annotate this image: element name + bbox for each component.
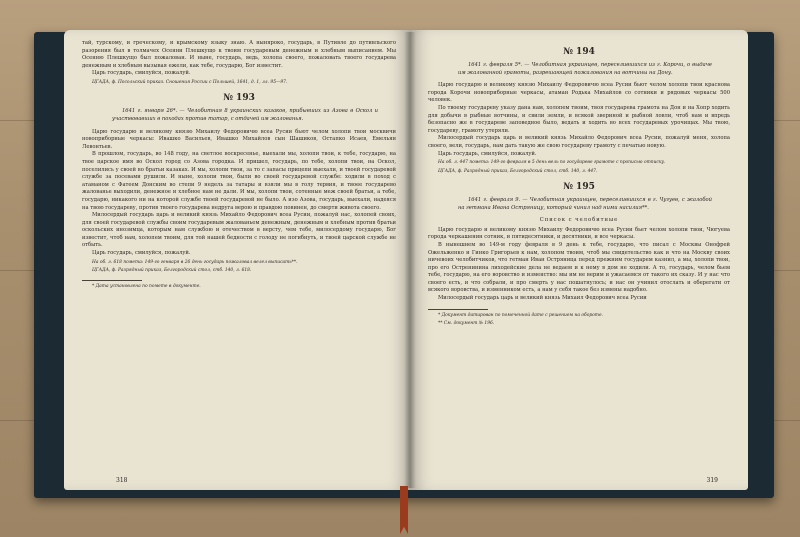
- closing-line: Царь государь, смилуйся, пожалуй.: [92, 70, 191, 77]
- paragraph: По твоему государеву указу дана нам, холопем твоим, твоя государева грамота на Дон и на Хопр ходить для добычи в рыбные вотчины, и свили земли, и всякой звериной и рыбной ловли, чтоб нам и впредь безопасно же в государеве заповедное было, ведать и ходить во всех государевых урочищах. Мы твою, государеву, грамоту утеряли.: [428, 104, 730, 134]
- paragraph: Царю государю и великому князю Михаилу Федоровичю всеа Русии бьет челом холопи твои, Чюгуева города черкашенин сотник, и пятидесятники, и десятники, и все черкасы.: [428, 226, 730, 241]
- page-number: 318: [116, 477, 128, 484]
- paragraph: Царю государю и великому князю Михаилу Федоровичю всеа Русии бьют челом холопи твои краснова города Корочи новоприборные черкасы, атаман Родька Михайлов со сотники и рядовых черкасы 500 человек.: [428, 82, 730, 104]
- paragraph: Милосердый государь царь и великий князь Михайло Федорович всеа Русии, пожалуй нас, холопей своих, для своей государевой службы своим государевым жалованьем денежным, денежным и хлебным против братьи оскольских инозимца, которым нам службою и отечеством в версту, чем тебе, милосердому государю, Бог известит, чтоб нам, холопем твоим, для той нашей бедности с голоду не погибнуть, и твоей царской службе не отбыть.: [82, 212, 396, 249]
- book-gutter: [404, 32, 416, 488]
- document-header: 1641 г. февраля 5*. — Челобитная украинцев, переселившихся из г. Корочи, о выдаче им жалованной грамоты, разрешающей пожалования на вотчины на Дону.: [458, 62, 712, 76]
- paragraph: Милосердый государь царь и великий князь Михаил Федорович всеа Русии: [438, 295, 647, 302]
- closing-line: Царь государь, смилуйся, пожалуй.: [92, 250, 191, 257]
- footnote: * Дата установлена по помете в документе.: [92, 284, 201, 290]
- document-header: 1641 г. февраля 9. — Челобитная украинцев, переселившихся в г. Чугуев, с жалобой на гетмана Ивана Остряницу, который чинил над ними насилия**.: [458, 196, 712, 211]
- source-citation: ЦГАДА, ф. Разрядный приказ, Белгородский стол, стб. 140, л. 447.: [438, 168, 598, 174]
- paragraph: В прошлом, государь, во 148 году, на светлое воскресенье, выехали мы, холопи твои, к тебе, государю, на твое царское имя во Оскол город со Азова городка. И пришел, государь, по тебе, холопи твои, на Оскол, поселились у своей во братьи казаках. И мы, холопи твои, за то с запасы прицепи выехали, и твоей государевой службе за посевами рушили. И ныне, холопи твои, были во своей государевой службе: ходили в поход с атаманом с Фатеем Донским во степи 9 недель за татары и взяли мы в голу тервия, и твоее государево жалованье выходили, денежное и хлебное нам не дали. И мы, холопи твои, сотенные меж своей братьи, а тебе, государю, никакого ни на которой службе твоей государевой не было. А изо Азова, государь, выехали, надеяся на твою государеву, против твоего государева недруга верою и правдою повинен, до смерти живота своего.: [82, 151, 396, 211]
- endorsement-note: На об. л. 447 помета: 149-го февраля в 5 день вель по государеве грамоте с прописью отписку.: [438, 160, 666, 166]
- bookmark-ribbon: [400, 486, 408, 534]
- continued-text: тай, турскому, и греческому, и крымскому языку знаю. А ныняроко, государь, в Путивле до путивльского разорения был в толмачех Осенни Плешкущо к твоим государевым денежным и хлебным выписанием. Мы Осенню Плешкущо был пожалован. И ныне, государь, ведь, холопа своего, пожаловать твоего государева денежным и хлебным вызывая ежели, как тебе, государю, Бог известит.: [82, 40, 396, 69]
- document-number: № 195: [563, 181, 595, 192]
- closing-line: Царь государь, смилуйся, пожалуй.: [438, 150, 537, 157]
- source-citation: ЦГАДА, ф. Разрядный приказ, Белгородский стол, стб. 140, л. 618.: [92, 268, 252, 274]
- document-number: № 194: [563, 47, 595, 57]
- copy-title: Список с челобитные: [539, 217, 619, 224]
- left-page: [64, 30, 410, 490]
- footnote: ** См. документ № 196.: [438, 321, 495, 327]
- footnote-rule: [82, 280, 142, 281]
- document-header: 1641 г. января 26*. — Челобитная 8 украинских казаков, прибывших из Азова в Оскол и участвовавших в походах против татар, с отдачей им жалованья.: [112, 108, 378, 122]
- paragraph: Царю государю и великому князю Михаилу Федоровичю всеа Русии бьют челом холопи твои москвичи новоприборные черкасы: Ивашко Васильев, Ивашко Михайлов сын Шашиков, Остапко Исаев, Емельян Левонтьев.: [82, 128, 396, 150]
- right-page: [410, 30, 748, 490]
- document-number: № 193: [223, 93, 255, 104]
- left-page-content: [82, 40, 396, 482]
- page-number: 319: [706, 477, 718, 484]
- paragraph: В нынешнем во 149-м году февраля в 9 день к тебе, государю, что писал с Москвы Онофрей Ожельженко и Гинко Григорьев к нам, холопом твоим, чтоб мы свидетельство как и что на Москву своих ничевоих челобитчиков, что гетман Иван Остряница перед прежним государем казнил, а мы, холопи твои, про его Остренинина лиходейские дела не ведаем и к нему в дом не ходили. А то, государь, челом бьем тебе, государю, на его воровство и изменство: мы им не верим и ужасаемся от такого их сказу. И у нас что своего есть, и что собрали, и про смерть у нас пошатнулось; и нас он учинил отослать и оберегати от всякого воровства, и изменником есть, а нам у себя такое без измены надобно.: [428, 241, 730, 294]
- source-citation: ЦГАДА, ф. Посольский приказ. Сношения России с Польшей, 1641, д. 1, лл. 95—97.: [92, 79, 288, 85]
- endorsement-note: На об. л. 618 помета: 149-го генваря в 26 день государь пожаловал велел выписать**.: [92, 259, 298, 265]
- footnote-rule: [428, 309, 488, 310]
- footnote: * Документ датирован по помеченной дате с решением на обороте.: [438, 312, 603, 318]
- paragraph: Милосердый государь царь и великий князь Михайло Федорович всеа Русии, пожалуй меня, холопа своего, вели, государь, нам дать такую же свою государеву грамоту с печатью новую.: [428, 135, 730, 149]
- right-page-content: [428, 40, 730, 482]
